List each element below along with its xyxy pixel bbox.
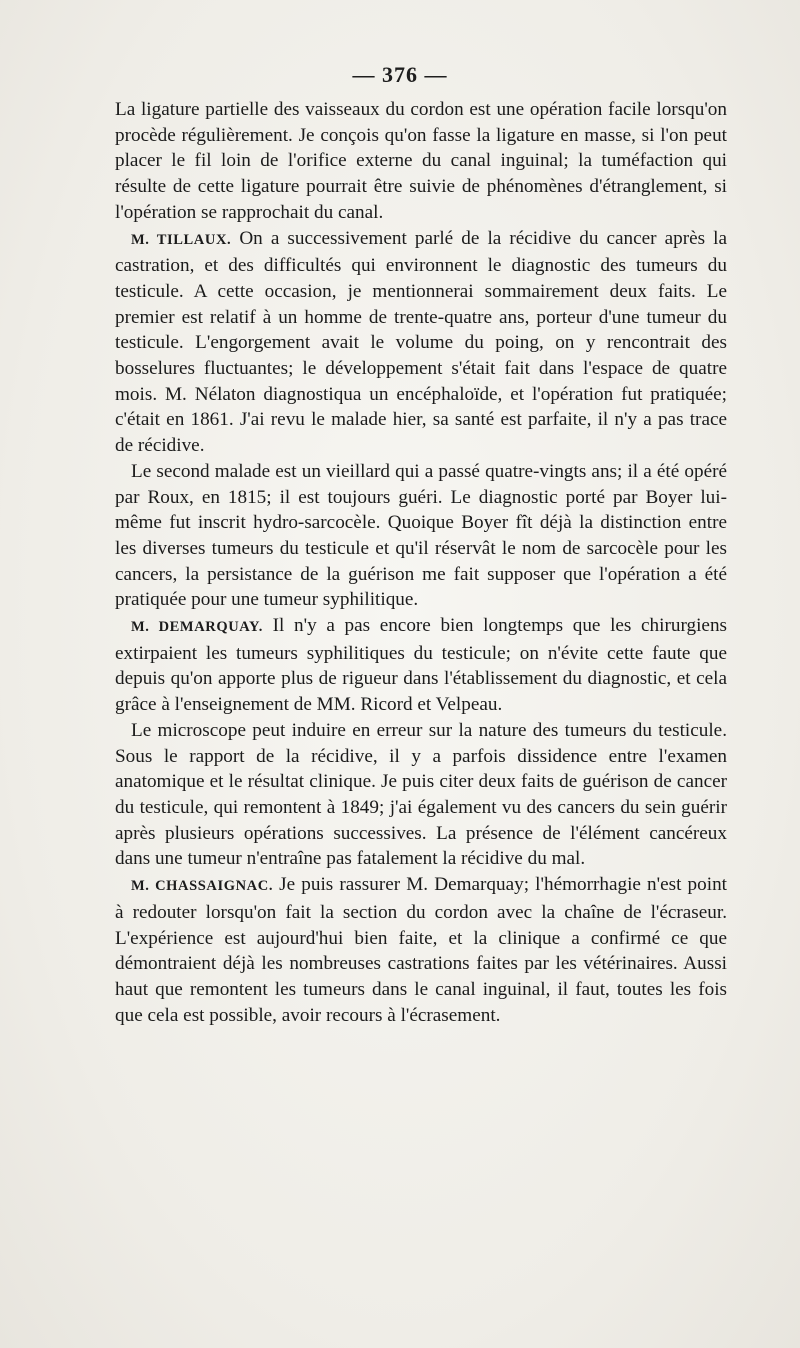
page-body: [115, 97, 727, 1028]
paragraph-2-text: On a successivement parlé de la récidive du cancer après la castration, et des difficultés qui environnent le diagnostic des tumeurs du testicule. A cette occasion, je mentionnerai sommairement deux faits. Le premier est relatif à un homme de trente-quatre ans, porteur d'une tumeur du testicule. L'engorgement avait le volume du poing, on y rencontrait des bosselures fluctuantes; le développement s'était fait dans l'espace de quatre mois. M. Nélaton diagnostiqua un encéphaloïde, et l'opération fut pratiquée; c'était en 1861. J'ai revu le malade hier, sa santé est parfaite, il n'y a pas trace de récidive.: [115, 227, 727, 457]
speaker-chassaignac: M. CHASSAIGNAC.: [131, 878, 274, 895]
page-number: — 376 —: [352, 62, 448, 87]
paragraph-3-text: Le second malade est un vieillard qui a passé quatre-vingts ans; il a été opéré par Roux, en 1815; il est toujours guéri. Le diagnostic porté par Boyer lui-même fut inscrit hydro-sarcocèle. Quoique Boyer fît déjà la distinction entre les diverses tumeurs du testicule et qu'il réservât le nom de sarcocèle pour les cancers, la persistance de la guérison me fait supposer que l'opération a été pratiquée pour une tumeur syphilitique.: [115, 460, 727, 611]
paragraph-6-text: Je puis rassurer M. Demarquay; l'hémorrhagie n'est point à redouter lorsqu'on fait la section du cordon avec la chaîne de l'écraseur. L'expérience est aujourd'hui bien faite, et la clinique a confirmé ce que démontraient déjà les nombreuses castrations faites par les vétérinaires. Aussi haut que remontent les tumeurs dans le canal inguinal, il faut, toutes les fois que cela est possible, avoir recours à l'écrasement.: [115, 874, 727, 1026]
paragraph-1: [115, 97, 727, 226]
paragraph-5-text: Le microscope peut induire en erreur sur la nature des tumeurs du testicule. Sous le rapport de la récidive, il y a parfois dissidence entre l'examen anatomique et le résultat clinique. Je puis citer deux faits de guérison de cancer du testicule, qui remontent à 1849; j'ai également vu des cancers du sein guérir après plusieurs opérations successives. La présence de l'élément cancéreux dans une tumeur n'entraîne pas fatalement la récidive du mal.: [115, 719, 727, 870]
speaker-tillaux: M. TILLAUX.: [131, 231, 232, 248]
paragraph-3: [115, 459, 727, 613]
paragraph-6: [115, 872, 727, 1028]
paragraph-2: [115, 226, 727, 459]
paragraph-1-text: La ligature partielle des vaisseaux du cordon est une opération facile lorsqu'on procède régulièrement. Je conçois qu'on fasse la ligature en masse, si l'on peut placer le fil loin de l'orifice externe du canal inguinal; la tuméfaction qui résulte de cette ligature pourrait être suivie de phénomènes d'étranglement, si l'opération se rapprochait du canal.: [115, 99, 727, 223]
paragraph-5: [115, 718, 727, 872]
paragraph-4: [115, 613, 727, 718]
speaker-demarquay: M. DEMARQUAY.: [131, 619, 264, 636]
paragraph-4-text: Il n'y a pas encore bien longtemps que les chirurgiens extirpaient les tumeurs syphilitiques du testicule; on n'évite cette faute que depuis qu'on apporte plus de rigueur dans l'établissement du diagnostic, et cela grâce à l'enseignement de MM. Ricord et Velpeau.: [115, 615, 728, 716]
